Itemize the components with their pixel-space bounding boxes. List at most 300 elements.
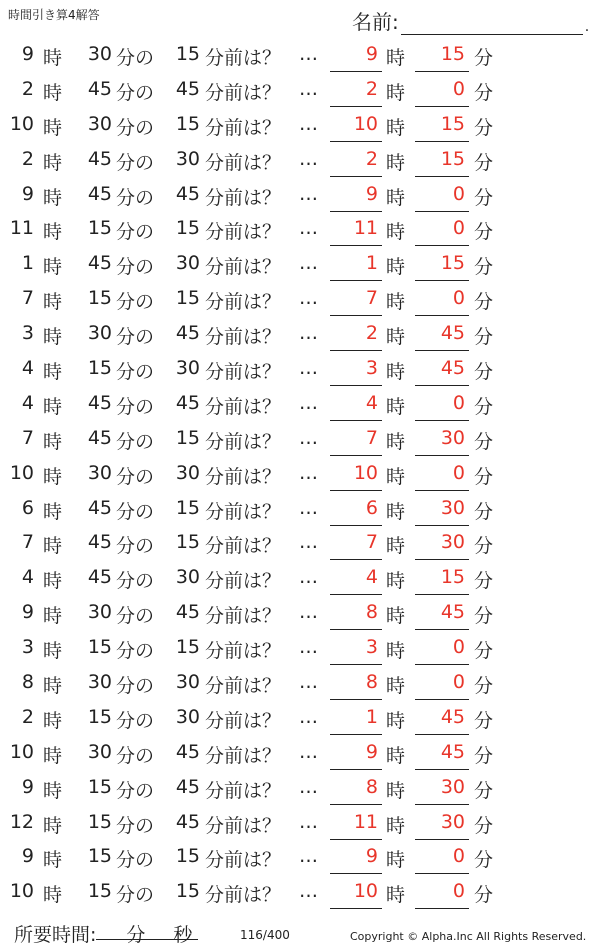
problem-row (0, 317, 600, 352)
minutes-before-label: 分前は？ (205, 640, 282, 663)
problem-row (0, 561, 600, 596)
answer-minute-unit: 分 (474, 326, 494, 349)
hour-value: 11 (9, 217, 34, 240)
answer-minute: 0 (452, 182, 465, 205)
answer-minute-line (415, 804, 469, 805)
answer-hour-line (330, 734, 382, 735)
answer-hour-line (330, 71, 382, 72)
ellipsis: … (299, 77, 318, 100)
answer-minute: 30 (440, 531, 465, 554)
minute-of-label: 分の (116, 47, 155, 69)
minutes-before-label: 分前は？ (205, 709, 282, 732)
ellipsis: … (299, 566, 318, 589)
ellipsis: … (299, 880, 318, 903)
minute-value: 45 (87, 391, 112, 414)
answer-minute-unit: 分 (474, 814, 494, 837)
answer-minute-unit: 分 (474, 640, 494, 663)
ellipsis: … (299, 426, 318, 449)
minute-value: 45 (87, 426, 112, 449)
minute-of-label: 分の (116, 256, 155, 279)
minutes-before-label: 分前は？ (205, 744, 282, 767)
ellipsis: … (299, 531, 318, 554)
answer-minute-unit: 分 (474, 47, 494, 69)
hour-unit: 時 (43, 221, 63, 244)
minutes-before-label: 分前は？ (205, 500, 282, 523)
answer-hour-line (330, 873, 382, 874)
answer-hour-unit: 時 (386, 849, 406, 872)
answer-minute-line (415, 908, 469, 909)
minutes-before-label: 分前は？ (205, 186, 282, 209)
subtract-value: 45 (175, 182, 200, 205)
ellipsis: … (299, 461, 318, 484)
minute-value: 30 (87, 112, 112, 135)
hour-value: 12 (9, 810, 34, 833)
answer-hour-line (330, 664, 382, 665)
minute-of-label: 分の (116, 361, 155, 384)
problem-row (0, 143, 600, 178)
answer-minute-line (415, 106, 469, 107)
hour-unit: 時 (43, 675, 63, 698)
problem-row (0, 387, 600, 422)
minute-of-label: 分の (116, 186, 155, 209)
subtract-value: 45 (175, 775, 200, 798)
minute-of-label: 分の (116, 500, 155, 523)
minute-of-label: 分の (116, 430, 155, 453)
answer-hour: 7 (365, 531, 378, 554)
answer-hour: 8 (365, 601, 378, 624)
answer-hour-line (330, 769, 382, 770)
answer-minute: 0 (452, 845, 465, 868)
answer-hour: 7 (365, 287, 378, 310)
answer-hour-unit: 時 (386, 709, 406, 732)
time-label: 所要時間: (14, 924, 97, 946)
answer-hour-unit: 時 (386, 151, 406, 174)
minute-value: 15 (87, 357, 112, 380)
subtract-value: 15 (175, 845, 200, 868)
problem-row (0, 736, 600, 771)
ellipsis: … (299, 601, 318, 624)
answer-hour-line (330, 490, 382, 491)
answer-minute-line (415, 350, 469, 351)
answer-minute: 0 (452, 217, 465, 240)
answer-minute-unit: 分 (474, 256, 494, 279)
problem-row (0, 108, 600, 143)
time-taken (14, 920, 198, 947)
name-label: 名前: (352, 10, 399, 34)
problem-row (0, 73, 600, 108)
minutes-before-label: 分前は？ (205, 221, 282, 244)
answer-hour-line (330, 804, 382, 805)
answer-hour-unit: 時 (386, 221, 406, 244)
minute-of-label: 分の (116, 81, 155, 104)
answer-minute-unit: 分 (474, 361, 494, 384)
answer-hour-line (330, 594, 382, 595)
name-end-mark: . (584, 19, 590, 35)
subtract-value: 30 (175, 671, 200, 694)
answer-hour-unit: 時 (386, 430, 406, 453)
answer-hour-line (330, 908, 382, 909)
answer-hour-unit: 時 (386, 535, 406, 558)
hour-value: 1 (21, 252, 34, 275)
minute-of-label: 分の (116, 709, 155, 732)
answer-minute-line (415, 699, 469, 700)
subtract-value: 15 (175, 636, 200, 659)
hour-unit: 時 (43, 361, 63, 384)
answer-minute-line (415, 664, 469, 665)
answer-hour-unit: 時 (386, 779, 406, 802)
subtract-value: 15 (175, 531, 200, 554)
hour-unit: 時 (43, 151, 63, 174)
answer-minute-unit: 分 (474, 395, 494, 418)
minute-value: 15 (87, 705, 112, 728)
answer-minute-unit: 分 (474, 535, 494, 558)
subtract-value: 45 (175, 740, 200, 763)
hour-unit: 時 (43, 186, 63, 209)
minute-value: 30 (87, 322, 112, 345)
minute-of-label: 分の (116, 605, 155, 628)
minutes-before-label: 分前は？ (205, 326, 282, 349)
answer-minute: 0 (452, 461, 465, 484)
minute-of-label: 分の (116, 640, 155, 663)
hour-value: 3 (21, 322, 34, 345)
answer-hour-unit: 時 (386, 465, 406, 488)
answer-minute: 0 (452, 287, 465, 310)
hour-value: 7 (21, 287, 34, 310)
page-number: 116/400 (240, 928, 290, 942)
hour-value: 4 (21, 391, 34, 414)
minute-value: 45 (87, 496, 112, 519)
minute-value: 15 (87, 217, 112, 240)
answer-minute-line (415, 280, 469, 281)
answer-hour-unit: 時 (386, 291, 406, 314)
answer-minute-line (415, 839, 469, 840)
hour-value: 3 (21, 636, 34, 659)
answer-hour-line (330, 211, 382, 212)
minutes-before-label: 分前は？ (205, 884, 282, 907)
problem-row (0, 666, 600, 701)
ellipsis: … (299, 252, 318, 275)
answer-hour-unit: 時 (386, 186, 406, 209)
ellipsis: … (299, 845, 318, 868)
answer-hour-line (330, 525, 382, 526)
problem-row (0, 247, 600, 282)
hour-unit: 時 (43, 465, 63, 488)
answer-hour-line (330, 559, 382, 560)
minutes-before-label: 分前は？ (205, 605, 282, 628)
hour-unit: 時 (43, 291, 63, 314)
ellipsis: … (299, 671, 318, 694)
ellipsis: … (299, 217, 318, 240)
hour-value: 9 (21, 601, 34, 624)
problem-row (0, 596, 600, 631)
subtract-value: 30 (175, 147, 200, 170)
answer-hour-unit: 時 (386, 326, 406, 349)
answer-hour: 2 (365, 147, 378, 170)
ellipsis: … (299, 43, 318, 65)
minutes-before-label: 分前は？ (205, 430, 282, 453)
minute-value: 15 (87, 810, 112, 833)
problem-row (0, 840, 600, 875)
answer-minute: 0 (452, 880, 465, 903)
answer-minute-line (415, 141, 469, 142)
minute-of-label: 分の (116, 884, 155, 907)
minute-of-label: 分の (116, 570, 155, 593)
hour-unit: 時 (43, 326, 63, 349)
answer-minute-line (415, 873, 469, 874)
answer-hour-unit: 時 (386, 675, 406, 698)
hour-unit: 時 (43, 849, 63, 872)
hour-value: 7 (21, 426, 34, 449)
hour-value: 4 (21, 566, 34, 589)
problem-row (0, 38, 600, 73)
answer-hour: 9 (365, 845, 378, 868)
hour-value: 9 (21, 845, 34, 868)
minutes-before-label: 分前は？ (205, 779, 282, 802)
subtract-value: 45 (175, 810, 200, 833)
answer-hour-unit: 時 (386, 500, 406, 523)
problem-row (0, 457, 600, 492)
minute-value: 45 (87, 252, 112, 275)
answer-hour-line (330, 245, 382, 246)
worksheet-title: 時間引き算4解答 (8, 8, 100, 22)
minute-value: 15 (87, 636, 112, 659)
answer-hour: 7 (365, 426, 378, 449)
answer-hour-unit: 時 (386, 570, 406, 593)
answer-minute: 15 (440, 566, 465, 589)
subtract-value: 15 (175, 112, 200, 135)
hour-value: 2 (21, 147, 34, 170)
answer-minute-line (415, 455, 469, 456)
minute-value: 15 (87, 775, 112, 798)
minute-value: 15 (87, 880, 112, 903)
answer-hour-line (330, 176, 382, 177)
answer-hour: 2 (365, 77, 378, 100)
minutes-before-label: 分前は？ (205, 675, 282, 698)
hour-value: 8 (21, 671, 34, 694)
minute-of-label: 分の (116, 465, 155, 488)
subtract-value: 15 (175, 43, 200, 65)
subtract-value: 45 (175, 601, 200, 624)
minute-of-label: 分の (116, 814, 155, 837)
answer-hour: 8 (365, 671, 378, 694)
ellipsis: … (299, 636, 318, 659)
answer-hour: 9 (365, 43, 378, 65)
problem-row (0, 806, 600, 841)
answer-minute-line (415, 245, 469, 246)
answer-minute: 45 (440, 322, 465, 345)
copyright: Copyright © Alpha.Inc All Rights Reserved. (350, 930, 587, 943)
minute-value: 30 (87, 740, 112, 763)
hour-value: 10 (9, 740, 34, 763)
ellipsis: … (299, 810, 318, 833)
ellipsis: … (299, 357, 318, 380)
problem-row (0, 212, 600, 247)
problem-row (0, 526, 600, 561)
minute-of-label: 分の (116, 395, 155, 418)
answer-hour-unit: 時 (386, 361, 406, 384)
minute-of-label: 分の (116, 779, 155, 802)
minute-value: 15 (87, 287, 112, 310)
minute-of-label: 分の (116, 744, 155, 767)
answer-hour: 3 (365, 636, 378, 659)
answer-hour-unit: 時 (386, 640, 406, 663)
answer-hour-unit: 時 (386, 395, 406, 418)
problem-row (0, 352, 600, 387)
minutes-before-label: 分前は？ (205, 47, 282, 69)
subtract-value: 45 (175, 391, 200, 414)
answer-hour-line (330, 106, 382, 107)
minutes-before-label: 分前は？ (205, 535, 282, 558)
answer-hour-unit: 時 (386, 116, 406, 139)
answer-hour-unit: 時 (386, 256, 406, 279)
answer-minute-unit: 分 (474, 849, 494, 872)
hour-unit: 時 (43, 570, 63, 593)
answer-hour: 9 (365, 740, 378, 763)
problem-list (0, 38, 600, 910)
answer-minute-unit: 分 (474, 465, 494, 488)
time-minute-label: 分 (126, 924, 146, 946)
problem-row (0, 875, 600, 910)
ellipsis: … (299, 287, 318, 310)
answer-minute: 30 (440, 426, 465, 449)
problem-row (0, 282, 600, 317)
answer-hour: 1 (365, 705, 378, 728)
hour-unit: 時 (43, 500, 63, 523)
answer-minute-unit: 分 (474, 81, 494, 104)
hour-unit: 時 (43, 430, 63, 453)
answer-minute: 45 (440, 740, 465, 763)
minutes-before-label: 分前は？ (205, 361, 282, 384)
problem-row (0, 701, 600, 736)
hour-value: 9 (21, 775, 34, 798)
hour-value: 10 (9, 880, 34, 903)
answer-hour: 4 (365, 391, 378, 414)
ellipsis: … (299, 775, 318, 798)
answer-minute-unit: 分 (474, 500, 494, 523)
hour-value: 10 (9, 461, 34, 484)
name-field (352, 6, 589, 35)
minute-value: 30 (87, 601, 112, 624)
answer-hour: 4 (365, 566, 378, 589)
answer-hour: 6 (365, 496, 378, 519)
answer-minute-line (415, 385, 469, 386)
answer-minute-line (415, 176, 469, 177)
answer-minute: 45 (440, 705, 465, 728)
answer-hour-line (330, 141, 382, 142)
answer-hour: 10 (353, 461, 378, 484)
answer-minute: 0 (452, 391, 465, 414)
answer-hour-unit: 時 (386, 814, 406, 837)
subtract-value: 45 (175, 77, 200, 100)
answer-minute: 15 (440, 252, 465, 275)
problem-row (0, 492, 600, 527)
ellipsis: … (299, 496, 318, 519)
time-line (96, 920, 198, 946)
hour-value: 9 (21, 43, 34, 65)
answer-minute: 0 (452, 671, 465, 694)
minute-of-label: 分の (116, 291, 155, 314)
answer-minute: 0 (452, 77, 465, 100)
hour-unit: 時 (43, 256, 63, 279)
minutes-before-label: 分前は？ (205, 814, 282, 837)
subtract-value: 30 (175, 705, 200, 728)
minutes-before-label: 分前は？ (205, 151, 282, 174)
answer-hour-unit: 時 (386, 884, 406, 907)
answer-hour: 3 (365, 357, 378, 380)
answer-minute-line (415, 734, 469, 735)
minute-of-label: 分の (116, 675, 155, 698)
hour-unit: 時 (43, 884, 63, 907)
answer-hour: 10 (353, 112, 378, 135)
ellipsis: … (299, 112, 318, 135)
answer-minute-line (415, 420, 469, 421)
subtract-value: 30 (175, 566, 200, 589)
answer-minute-line (415, 525, 469, 526)
subtract-value: 30 (175, 252, 200, 275)
ellipsis: … (299, 147, 318, 170)
minutes-before-label: 分前は？ (205, 465, 282, 488)
minutes-before-label: 分前は？ (205, 570, 282, 593)
time-second-label: 秒 (173, 924, 193, 946)
ellipsis: … (299, 740, 318, 763)
minute-of-label: 分の (116, 221, 155, 244)
hour-unit: 時 (43, 81, 63, 104)
answer-hour-line (330, 699, 382, 700)
answer-minute-unit: 分 (474, 605, 494, 628)
hour-value: 10 (9, 112, 34, 135)
subtract-value: 15 (175, 496, 200, 519)
answer-minute-line (415, 71, 469, 72)
answer-minute-unit: 分 (474, 675, 494, 698)
problem-row (0, 178, 600, 213)
answer-minute: 15 (440, 147, 465, 170)
subtract-value: 15 (175, 426, 200, 449)
hour-unit: 時 (43, 47, 63, 69)
answer-hour-line (330, 455, 382, 456)
minute-value: 45 (87, 566, 112, 589)
minute-value: 45 (87, 531, 112, 554)
hour-value: 6 (21, 496, 34, 519)
ellipsis: … (299, 705, 318, 728)
answer-hour: 9 (365, 182, 378, 205)
answer-hour: 2 (365, 322, 378, 345)
answer-minute: 30 (440, 775, 465, 798)
answer-minute-unit: 分 (474, 709, 494, 732)
minute-of-label: 分の (116, 116, 155, 139)
answer-minute: 45 (440, 601, 465, 624)
answer-hour: 1 (365, 252, 378, 275)
hour-value: 2 (21, 77, 34, 100)
answer-minute: 0 (452, 636, 465, 659)
minute-value: 30 (87, 43, 112, 65)
minutes-before-label: 分前は？ (205, 849, 282, 872)
answer-hour-line (330, 280, 382, 281)
answer-minute-line (415, 315, 469, 316)
answer-hour-unit: 時 (386, 605, 406, 628)
answer-minute: 45 (440, 357, 465, 380)
ellipsis: … (299, 322, 318, 345)
answer-minute-unit: 分 (474, 430, 494, 453)
minutes-before-label: 分前は？ (205, 395, 282, 418)
minutes-before-label: 分前は？ (205, 291, 282, 314)
hour-value: 4 (21, 357, 34, 380)
hour-unit: 時 (43, 535, 63, 558)
minutes-before-label: 分前は？ (205, 81, 282, 104)
answer-minute-unit: 分 (474, 884, 494, 907)
hour-unit: 時 (43, 605, 63, 628)
answer-minute-line (415, 559, 469, 560)
answer-hour-line (330, 385, 382, 386)
